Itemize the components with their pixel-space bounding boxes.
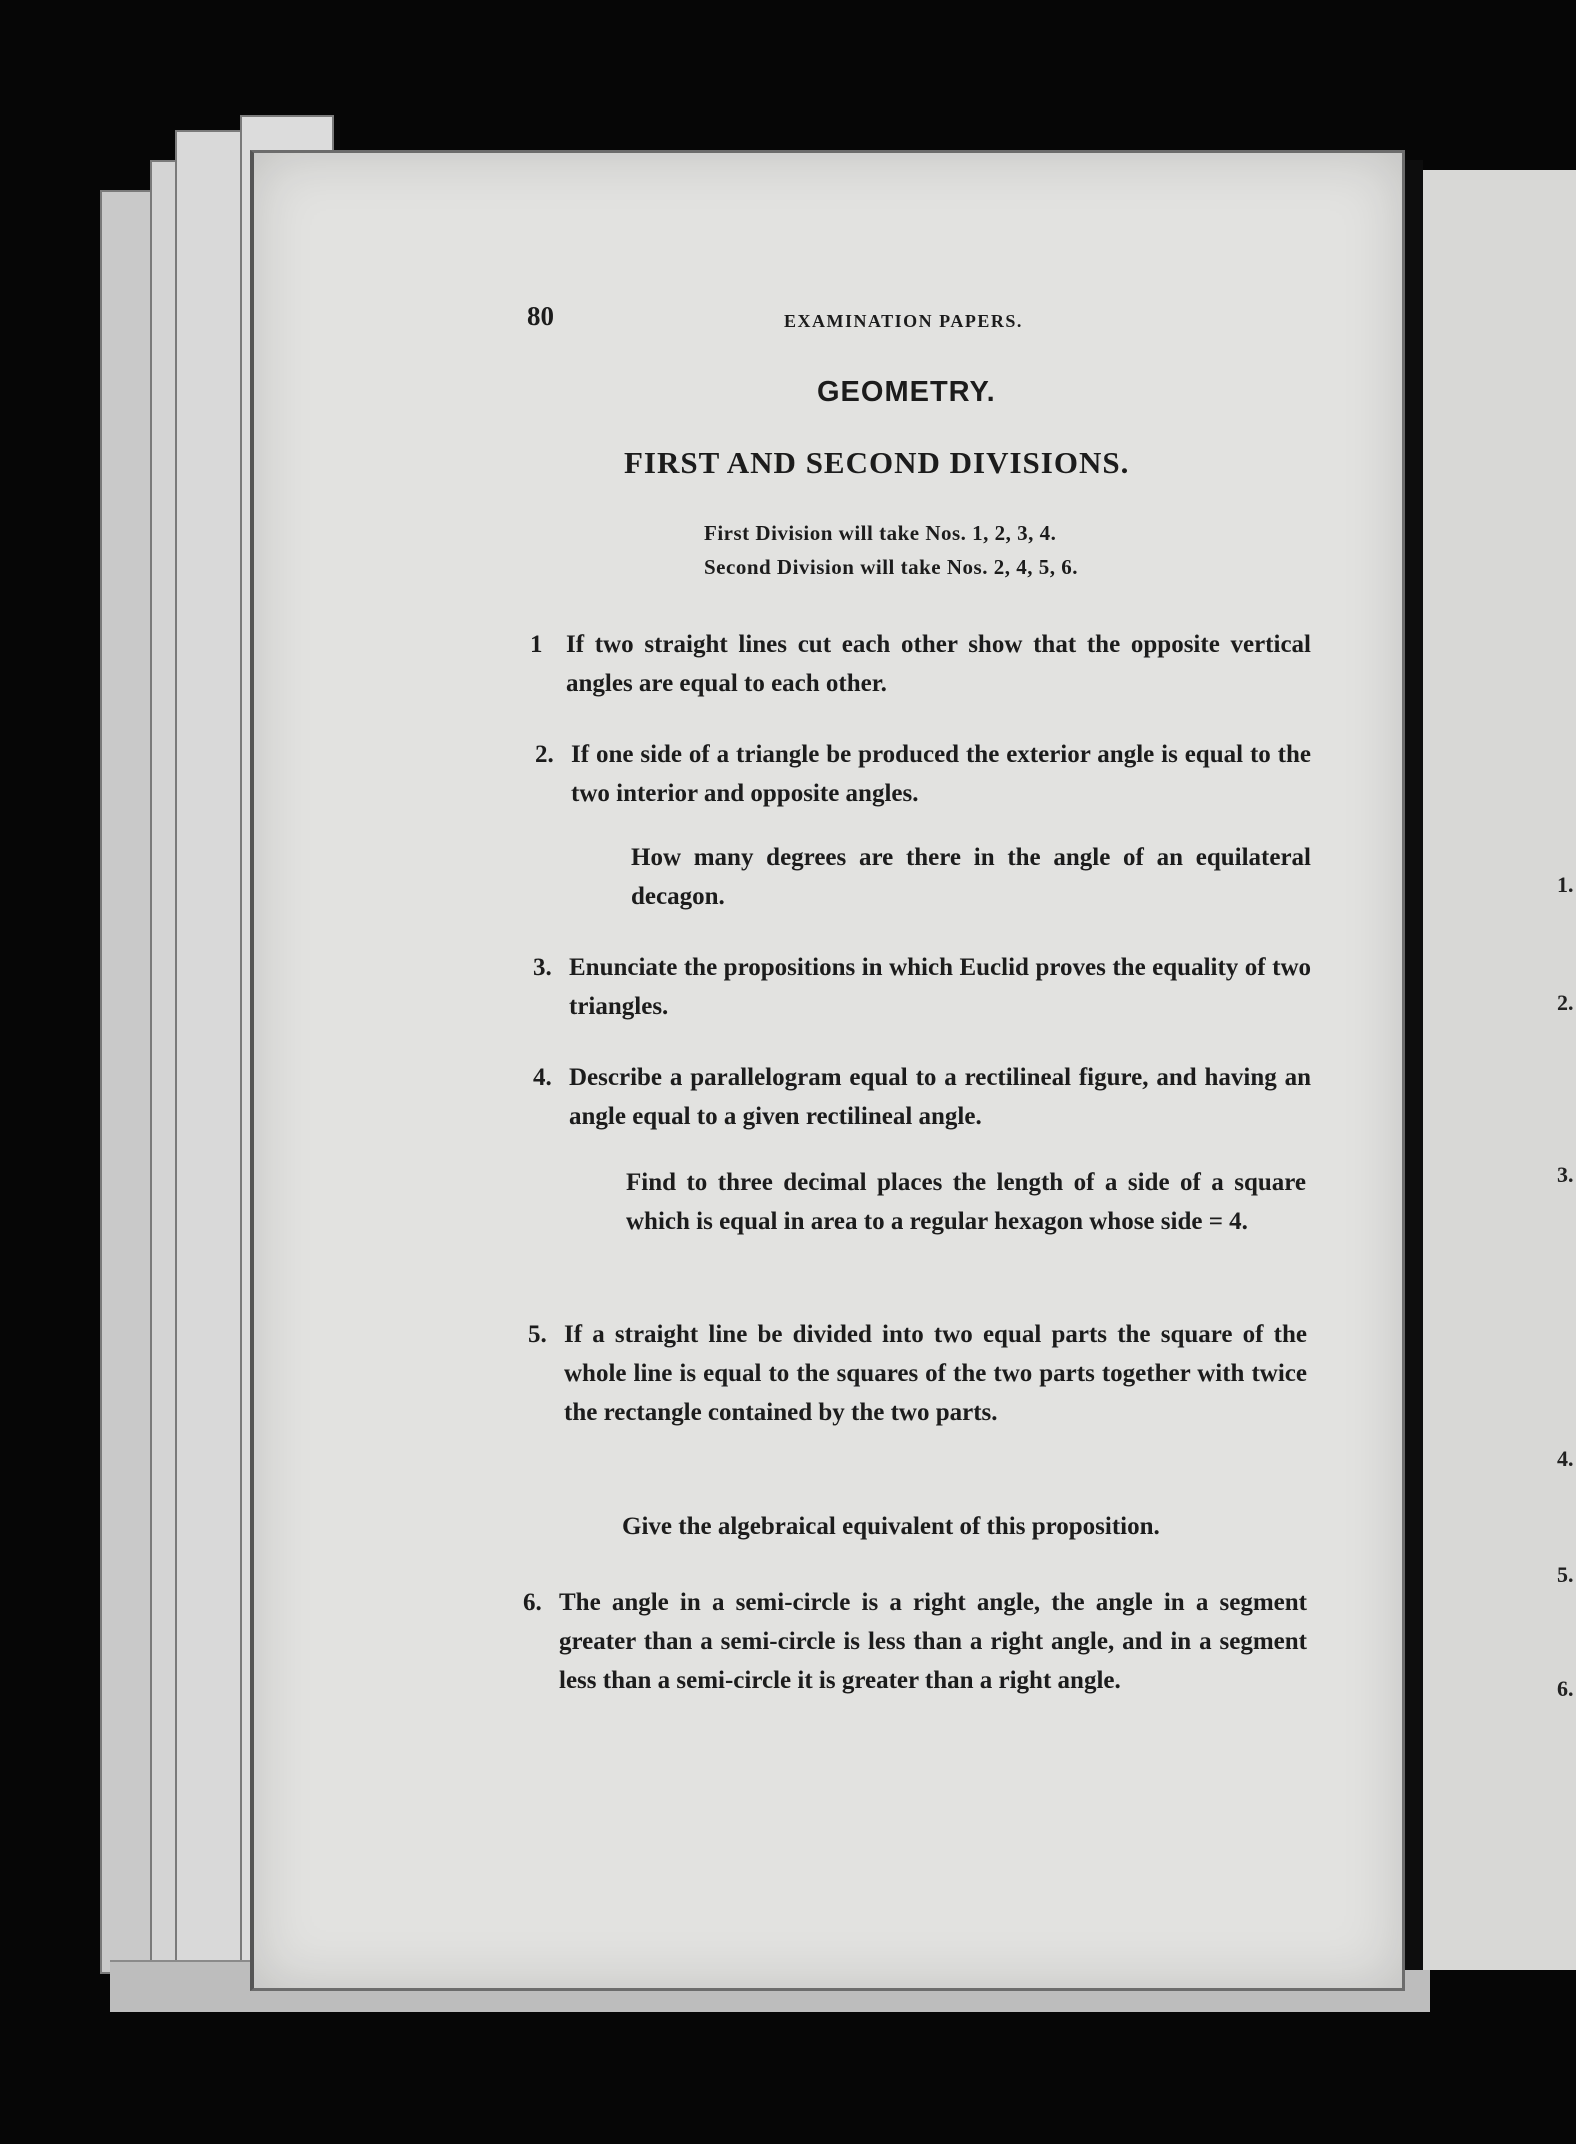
question-text: If two straight lines cut each other show that the opposite vertical angles are equal to each other. [566,631,1311,697]
facing-page-number: 4. [1557,1446,1574,1471]
facing-page-number: 2. [1557,990,1574,1015]
question-number: 2. [535,741,554,768]
question-5 [528,1315,1307,1432]
question-number: 5. [528,1321,547,1348]
question-number: 1 [530,631,543,658]
division-note: Second Division will take Nos. 2, 4, 5, 6. [704,555,1078,579]
question-text: The angle in a semi-circle is a right angle, the angle in a segment greater than a semi-circle is less than a right angle, and in a segment less than a semi-circle it is greater than a right angle. [559,1589,1307,1694]
question-3 [533,948,1311,1026]
question-2-follow-up: How many degrees are there in the angle of an equilateral decagon. [631,844,1311,910]
question-text: Enunciate the propositions in which Euclid proves the equality of two triangles. [569,954,1311,1020]
running-head: EXAMINATION PAPERS. [784,311,1023,331]
question-2 [535,735,1311,813]
question-number: 4. [533,1064,552,1091]
question-text: If a straight line be divided into two equal parts the square of the whole line is equal to the squares of the two parts together with twice the rectangle contained by the two parts. [564,1321,1307,1426]
book-page [250,150,1405,1991]
facing-page [1423,170,1576,1970]
question-1 [530,625,1311,703]
facing-page-number: 6. [1557,1676,1574,1701]
facing-page-number: 5. [1557,1562,1574,1587]
division-note: First Division will take Nos. 1, 2, 3, 4. [704,521,1057,545]
question-number: 3. [533,954,552,981]
question-4 [533,1058,1311,1136]
question-text: If one side of a triangle be produced the exterior angle is equal to the two interior and opposite angles. [571,741,1311,807]
question-4-follow-up: Find to three decimal places the length of a side of a square which is equal in area to a regular hexagon whose side = 4. [626,1169,1306,1235]
facing-page-number: 1. [1557,872,1574,897]
page-number: 80 [527,301,554,331]
page-title: GEOMETRY. [817,376,996,408]
page-subtitle: FIRST AND SECOND DIVISIONS. [624,445,1130,480]
question-text: Describe a parallelogram equal to a rectilineal figure, and having an angle equal to a given rectilineal angle. [569,1064,1311,1130]
question-6 [523,1583,1307,1700]
facing-page-number: 3. [1557,1162,1574,1187]
question-number: 6. [523,1589,542,1616]
question-5-follow-up: Give the algebraical equivalent of this proposition. [622,1513,1160,1540]
